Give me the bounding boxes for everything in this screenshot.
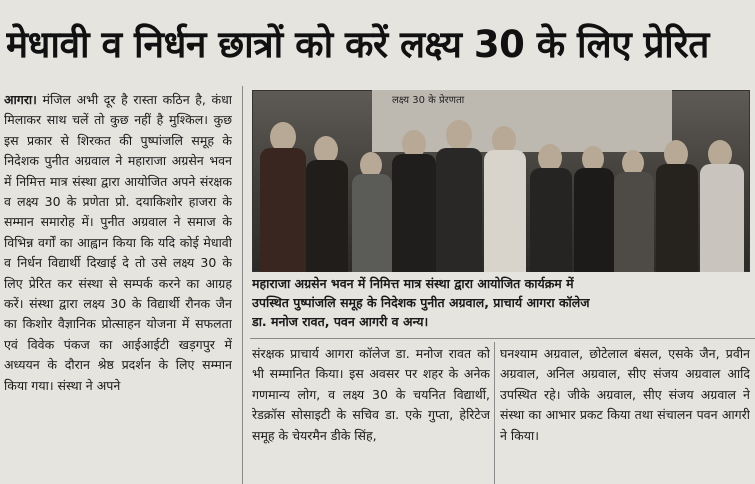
caption-line: महाराजा अग्रसेन भवन में निमित्त मात्र संस्था द्वारा आयोजित कार्यक्रम में [252,276,574,291]
caption-line: डा. मनोज रावत, पवन आगरी व अन्य। [252,314,429,329]
caption-divider [250,338,755,339]
article-column-middle [252,344,490,484]
article-column-left [4,90,232,480]
photo-banner-text: लक्ष्य 30 के प्रेरणता [392,95,465,106]
column-divider [242,86,243,484]
article-paragraph [4,90,232,396]
caption-line: उपस्थित पुष्पांजलि समूह के निदेशक पुनीत अग्रवाल, प्राचार्य आगरा कॉलेज [252,295,590,310]
photo-caption [252,274,752,332]
right-body-text: घनश्याम अग्रवाल, छोटेलाल बंसल, एसके जैन, प्रवीन अग्रवाल, अनिल अग्रवाल, सीए संजय अग्रवाल आदि उपस्थित रहे। जीके अग्रवाल, सीए संजय अग्रवाल ने संस्था का आभार प्रकट किया तथा संचालन पवन आगरी ने किया। [500,346,750,443]
column-divider [494,342,495,484]
article-headline: मेधावी व निर्धन छात्रों को करें लक्ष्य 30 के लिए प्रेरित [6,23,709,66]
article-column-right [500,344,750,484]
middle-body-text: संरक्षक प्राचार्य आगरा कॉलेज डा. मनोज रावत को भी सम्मानित किया। इस अवसर पर शहर के अनेक गणमान्य लोग, व लक्ष्य 30 के चयनित विद्यार्थी, रेडक्रॉस सोसाइटी के सचिव डा. एके गुप्ता, हेरिटेज समूह के चेयरमैन डीके सिंह, [252,346,490,443]
news-photo [252,90,750,272]
dateline: आगरा। [4,92,37,107]
left-body-text: मंजिल अभी दूर है रास्ता कठिन है, कंधा मिलाकर साथ चलें तो कुछ नहीं है मुश्किल। कुछ इस प्रकार से शिरकत की पुष्पांजलि समूह के निदेशक पुनीत अग्रवाल ने महाराजा अग्रसेन भवन में निमित्त मात्र संस्था द्वारा आयोजित अपने संरक्षक व लक्ष्य 30 के प्रणेता प्रो. दयाकिशोर हाजरा के सम्मान समारोह में। पुनीत अग्रवाल ने समाज के विभिन्न वर्गों का आह्वान किया कि यदि कोई मेधावी व निर्धन विद्यार्थी दिखाई दे तो उसे लक्ष्य 30 के लिए प्रेरित कर संस्था से सम्पर्क करने का आग्रह करें। संस्था द्वारा लक्ष्य 30 के विद्यार्थी रौनक जैन का किशोर वैज्ञानिक प्रोत्साहन योजना में सफलता एवं विवेक पंकज का आईआईटी खड़गपुर में अध्ययन के दौरान श्रेष्ठ प्रदर्शन के लिए सम्मान किया गया। संस्था ने अपने [4,92,232,393]
